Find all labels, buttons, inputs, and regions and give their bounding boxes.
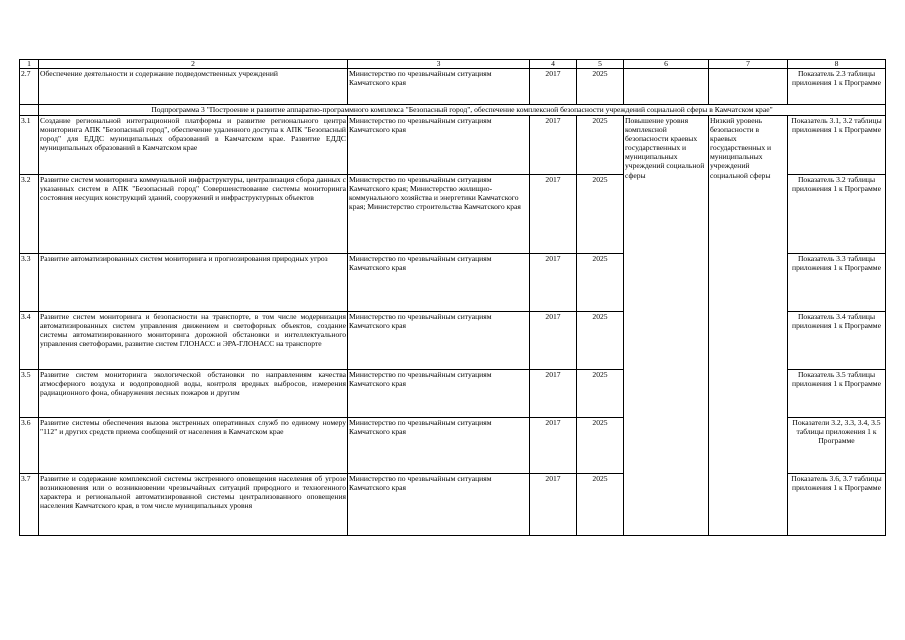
activity-name: Развитие систем мониторинга и безопасности на транспорте, в том числе модернизация автоматизированных систем управления движением и светофорных объектов, создание системы автоматизированного мониторинга дорожной обстановки и интеллектуального управления светофорами, развитие систем ГЛОНАСС и ЭРА-ГЛОНАСС на транспорте <box>39 312 348 370</box>
table-row <box>20 69 886 105</box>
header-cell: 6 <box>624 60 709 69</box>
end-year: 2025 <box>577 370 624 418</box>
start-year: 2017 <box>530 418 577 474</box>
indicator-link: Показатель 2.3 таблицы приложения 1 к Программе <box>788 69 886 105</box>
row-number: 3.5 <box>20 370 39 418</box>
start-year: 2017 <box>530 370 577 418</box>
executor: Министерство по чрезвычайным ситуациям Камчатского края; Министерство жилищно-коммунального хозяйства и энергетики Камчатского края; Министерство строительства Камчатского края <box>348 175 530 254</box>
activity-name: Создание региональной интеграционной платформы и развитие регионального центра мониторинга АПК "Безопасный город", обеспечение удаленного доступа к АПК "Безопасный город" для ЕДДС муниципальных образований в Камчатском крае. Развитие ЕДДС муниципальных образований в Камчатском крае <box>39 116 348 175</box>
header-cell: 4 <box>530 60 577 69</box>
end-year: 2025 <box>577 69 624 105</box>
executor: Министерство по чрезвычайным ситуациям Камчатского края <box>348 370 530 418</box>
header-cell: 1 <box>20 60 39 69</box>
indicator-link: Показатель 3.2 таблицы приложения 1 к Программе <box>788 175 886 254</box>
header-cell: 5 <box>577 60 624 69</box>
program-activities-table <box>19 59 886 536</box>
risk-note <box>709 69 788 105</box>
header-cell: 2 <box>39 60 348 69</box>
indicator-link: Показатель 3.1, 3.2 таблицы приложения 1 к Программе <box>788 116 886 175</box>
activity-name: Развитие автоматизированных систем мониторинга и прогнозирования природных угроз <box>39 254 348 312</box>
end-year: 2025 <box>577 418 624 474</box>
end-year: 2025 <box>577 116 624 175</box>
row-number: 3.2 <box>20 175 39 254</box>
end-year: 2025 <box>577 474 624 536</box>
row-number: 3.4 <box>20 312 39 370</box>
header-cell: 7 <box>709 60 788 69</box>
subprogram-title: Подпрограмма 3 "Построение и развитие аппаратно-программного комплекса "Безопасный город", обеспечение комплексной безопасности учреждений социальной сферы в Камчатском крае" <box>39 105 886 116</box>
indicator-link: Показатель 3.5 таблицы приложения 1 к Программе <box>788 370 886 418</box>
start-year: 2017 <box>530 312 577 370</box>
row-number: 3.6 <box>20 418 39 474</box>
indicator-link: Показатель 3.6, 3.7 таблицы приложения 1 к Программе <box>788 474 886 536</box>
empty-cell <box>20 105 39 116</box>
executor: Министерство по чрезвычайным ситуациям Камчатского края <box>348 418 530 474</box>
end-year: 2025 <box>577 254 624 312</box>
expected-result: Повышение уровня комплексной безопасности краевых государственных и муниципальных учреждений социальной сферы <box>624 116 709 536</box>
executor: Министерство по чрезвычайным ситуациям Камчатского края <box>348 69 530 105</box>
activity-name: Развитие систем мониторинга экологической обстановки по направлениям качества атмосферного воздуха и водопроводной воды, контроля вредных выбросов, измерения радиационного фона, обнаружения лесных пожаров и другим <box>39 370 348 418</box>
activity-name: Обеспечение деятельности и содержание подведомственных учреждений <box>39 69 348 105</box>
row-number: 3.7 <box>20 474 39 536</box>
table-row <box>20 116 886 175</box>
header-cell: 8 <box>788 60 886 69</box>
activity-name: Развитие и содержание комплексной системы экстренного оповещения населения об угрозе возникновения или о возникновении чрезвычайных ситуаций природного и техногенного характера и региональной автоматизированной системы централизованного оповещения населения Камчатского края, в том числе муниципальных уровня <box>39 474 348 536</box>
start-year: 2017 <box>530 69 577 105</box>
executor: Министерство по чрезвычайным ситуациям Камчатского края <box>348 254 530 312</box>
subprogram-row <box>20 105 886 116</box>
start-year: 2017 <box>530 254 577 312</box>
row-number: 2.7 <box>20 69 39 105</box>
start-year: 2017 <box>530 116 577 175</box>
executor: Министерство по чрезвычайным ситуациям Камчатского края <box>348 474 530 536</box>
row-number: 3.1 <box>20 116 39 175</box>
header-cell: 3 <box>348 60 530 69</box>
activity-name: Развитие системы обеспечения вызова экстренных оперативных служб по единому номеру "112" и других средств приема сообщений от населения в Камчатском крае <box>39 418 348 474</box>
risk-note: Низкий уровень безопасности в краевых государственных и муниципальных учреждений социальной сферы <box>709 116 788 536</box>
executor: Министерство по чрезвычайным ситуациям Камчатского края <box>348 116 530 175</box>
executor: Министерство по чрезвычайным ситуациям Камчатского края <box>348 312 530 370</box>
start-year: 2017 <box>530 474 577 536</box>
indicator-link: Показатель 3.3 таблицы приложения 1 к Программе <box>788 254 886 312</box>
end-year: 2025 <box>577 312 624 370</box>
indicator-link: Показатель 3.4 таблицы приложения 1 к Программе <box>788 312 886 370</box>
start-year: 2017 <box>530 175 577 254</box>
row-number: 3.3 <box>20 254 39 312</box>
column-number-row <box>20 60 886 69</box>
activity-name: Развитие систем мониторинга коммунальной инфраструктуры, централизация сбора данных с указанных систем в АПК "Безопасный город" Совершенствование системы мониторинга состояния несущих конструкций зданий, сооружений и инфраструктурных объектов <box>39 175 348 254</box>
expected-result <box>624 69 709 105</box>
indicator-link: Показатели 3.2, 3.3, 3.4, 3.5 таблицы приложения 1 к Программе <box>788 418 886 474</box>
end-year: 2025 <box>577 175 624 254</box>
